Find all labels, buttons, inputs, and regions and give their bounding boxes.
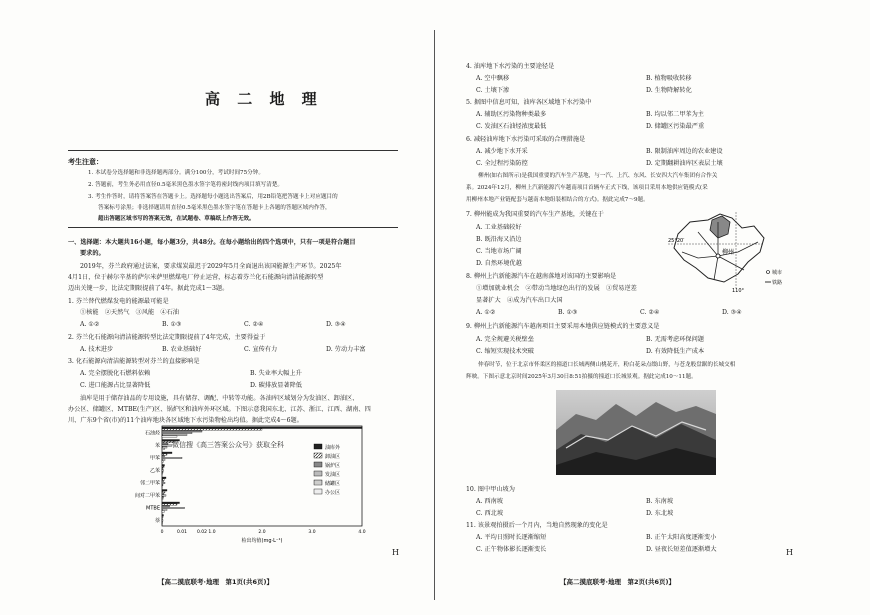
option-c[interactable]: C. 缩短实现技术突破 bbox=[476, 348, 534, 355]
passage4-line-2: 辉映。下图示意北京时间2025年3月30日8:51拍摄的撞道口长城景观。据此完成10～11题。 bbox=[466, 374, 697, 380]
question-1: 1. 芬兰替代燃煤发电的能源最可能是 bbox=[68, 298, 169, 305]
bar-7-5 bbox=[162, 523, 163, 525]
option-c[interactable]: C. 发油区石油烃浓度最低 bbox=[476, 123, 547, 130]
question-2: 2. 芬兰化石能源向清洁能源转型比法定期限提前了4年完成，主要得益于 bbox=[68, 334, 266, 341]
bar-0-0 bbox=[162, 427, 362, 429]
bar-2-4 bbox=[162, 459, 165, 461]
option-b[interactable]: B. ①③ bbox=[162, 321, 182, 328]
bar-5-2 bbox=[162, 493, 164, 495]
option-d[interactable]: D. ③④ bbox=[722, 309, 742, 316]
section-heading: 一、选择题：本大题共16小题，每小题3分，共48分。在每小题给出的四个选项中，只有一项是符合题目 bbox=[68, 239, 356, 246]
option-d[interactable]: D. 东北坡 bbox=[646, 510, 674, 517]
bar-2-5 bbox=[162, 461, 164, 463]
passage3-line-2: 系。2024年12月，柳州上汽新能源汽车越南项目首辆车正式下线，该项目采用本地供应链模式(采 bbox=[466, 185, 708, 191]
option-b[interactable]: B. 均以邻二甲苯为主 bbox=[646, 111, 704, 118]
bar-6-5 bbox=[162, 511, 165, 513]
question-3-options-row2 bbox=[80, 381, 420, 390]
option-d[interactable]: D. 自然环境优越 bbox=[476, 260, 522, 267]
notice-line-1: 1. 本试卷分选择题和非选择题两部分。满分100分，考试时间75分钟。 bbox=[88, 170, 264, 176]
passage1-line-3: 迈出关键一步，比法定期限提前了4年。据此完成1～3题。 bbox=[68, 285, 229, 292]
bar-2-1 bbox=[162, 454, 167, 456]
bar-6-1 bbox=[162, 504, 177, 506]
option-b[interactable]: B. 植物吸收转移 bbox=[646, 75, 692, 82]
bar-7-3 bbox=[162, 520, 163, 522]
question-1-options bbox=[80, 320, 408, 329]
legend-city-label: 城市 bbox=[772, 270, 783, 276]
option-a[interactable]: A. 技术进步 bbox=[80, 346, 114, 353]
question-6: 6. 减轻油库地下水污染可采取的合理措施是 bbox=[466, 136, 586, 143]
x-tick-label: 4.0 bbox=[358, 530, 366, 535]
bar-2-3 bbox=[162, 457, 182, 459]
category-label: MTBE bbox=[146, 505, 160, 512]
bar-3-1 bbox=[162, 466, 164, 468]
option-d[interactable]: D. 储罐区污染最严重 bbox=[646, 123, 705, 130]
bar-7-2 bbox=[162, 518, 163, 520]
left-footer: 【高二摸底联考·地理 第1页(共6页)】 bbox=[158, 578, 273, 586]
photo-svg bbox=[556, 390, 716, 475]
chart-watermark: 微信搜《高三答案公众号》获取全科 bbox=[172, 441, 284, 449]
bar-6-0 bbox=[162, 502, 180, 504]
notice-line-5: 超出答题区域书写的答案无效，在试题卷、草稿纸上作答无效。 bbox=[98, 216, 255, 222]
legend-label: 油库外 bbox=[325, 445, 341, 451]
option-d[interactable]: D. ③④ bbox=[326, 321, 346, 328]
option-d[interactable]: D. 劳动力丰富 bbox=[326, 346, 366, 353]
passage4-line-1: 仲春时节，位于北京市怀柔区的撞道口长城两侧山桃花开，粉白花朵点缀山野，与苍龙般盘踞的长城交相 bbox=[478, 362, 736, 368]
option-c[interactable]: C. 进口能源占比显著降低 bbox=[80, 382, 151, 389]
question-5-options-row1 bbox=[476, 110, 816, 119]
bar-4-2 bbox=[162, 481, 164, 483]
city-label: 柳州 bbox=[722, 249, 735, 256]
category-label: 石油烃 bbox=[144, 430, 160, 437]
option-a[interactable]: A. ①② bbox=[80, 321, 100, 328]
option-b[interactable]: B. 农业基础好 bbox=[162, 346, 202, 353]
question-11-options-row2 bbox=[476, 545, 816, 554]
bar-3-2 bbox=[162, 468, 163, 470]
liuzhou-map bbox=[668, 212, 798, 292]
question-6-options-row2 bbox=[476, 159, 816, 168]
bar-4-3 bbox=[162, 482, 165, 484]
option-c[interactable]: C. ②④ bbox=[244, 321, 264, 328]
question-5-options-row2 bbox=[476, 122, 816, 131]
option-a[interactable]: A. 完全摆脱化石燃料依赖 bbox=[80, 370, 151, 377]
bar-5-0 bbox=[162, 490, 167, 492]
passage2-line-3: 川、广东9个省(市)的11个油库地块各区域地下水污染物检出均值。据此完成4～6题。 bbox=[68, 417, 303, 424]
bar-6-2 bbox=[162, 506, 170, 508]
option-a[interactable]: A. 减少地下水开采 bbox=[476, 148, 528, 155]
category-label: 萘 bbox=[154, 517, 160, 524]
question-9: 9. 柳州上汽新能源汽车越南项目主要采用本地供应链模式的主要意义是 bbox=[466, 323, 660, 330]
bar-7-1 bbox=[162, 516, 163, 518]
option-a[interactable]: A. 西南坡 bbox=[476, 498, 503, 505]
pollutant-bar-chart bbox=[120, 420, 410, 550]
bar-5-5 bbox=[162, 498, 163, 500]
passage3-line-1: 柳州(如右图所示)是我国重要的汽车生产基地，与一汽、上汽、东风、长安四大汽车集团有合作关 bbox=[478, 173, 718, 179]
page-divider bbox=[434, 30, 435, 600]
railway-line-3 bbox=[698, 232, 744, 270]
bar-5-4 bbox=[162, 497, 164, 499]
latitude-label: 25°20′ bbox=[668, 238, 685, 244]
question-4-options-row2 bbox=[476, 86, 816, 95]
bar-2-0 bbox=[162, 452, 172, 454]
right-footer: 【高二摸底联考·地理 第2页(共6页)】 bbox=[560, 578, 675, 586]
bar-5-3 bbox=[162, 495, 166, 497]
option-b[interactable]: B. 东南坡 bbox=[646, 498, 674, 505]
question-8: 8. 柳州上汽新能源汽车在越南落地对该国的主要影响是 bbox=[466, 273, 617, 280]
option-a[interactable]: A. 平均日照时长逐渐缩短 bbox=[476, 534, 547, 541]
legend-label: 锅炉区 bbox=[325, 463, 341, 469]
bar-3-0 bbox=[162, 465, 165, 467]
passage1-line-2: 4月1日，位于赫尔辛基的萨尔米萨里燃煤电厂停止运营，标志着芬兰化石能源向清洁能源转型 bbox=[68, 274, 324, 281]
option-b[interactable]: B. 失业率大幅上升 bbox=[250, 370, 302, 377]
bar-1-2 bbox=[162, 443, 168, 445]
section-heading-cont: 要求的。 bbox=[80, 250, 105, 257]
legend-label: 发油区 bbox=[325, 472, 341, 478]
left-footer-mark: H bbox=[392, 548, 399, 557]
bar-1-5 bbox=[162, 448, 165, 450]
x-tick-label: 2.0 bbox=[258, 530, 266, 535]
bar-4-0 bbox=[162, 477, 166, 479]
legend-swatch bbox=[314, 489, 322, 494]
legend-rail-label: 铁路 bbox=[772, 280, 783, 286]
right-footer-mark: H bbox=[786, 548, 793, 557]
question-4: 4. 油库地下水污染的主要途径是 bbox=[466, 63, 555, 70]
notice-line-3: 3. 考生作答时，请将答案答在答题卡上。选择题每小题选出答案后，用2B铅笔把答题卡上对应题目的 bbox=[88, 194, 338, 200]
option-a[interactable]: A. 工业基础较好 bbox=[476, 224, 522, 231]
question-10: 10. 图中甲山坡为 bbox=[466, 486, 515, 493]
question-3: 3. 化石能源向清洁能源转型对芬兰的直接影响是 bbox=[68, 358, 200, 365]
question-3-options-row1 bbox=[80, 369, 420, 378]
bar-4-4 bbox=[162, 484, 163, 486]
option-c[interactable]: C. 土壤下渗 bbox=[476, 87, 510, 94]
title-rule bbox=[68, 150, 398, 151]
option-d[interactable]: D. 生物降解转化 bbox=[646, 87, 692, 94]
legend-label: 储罐区 bbox=[325, 481, 341, 487]
bar-6-3 bbox=[162, 507, 185, 509]
x-tick-label: 0.02 bbox=[196, 530, 208, 535]
bar-4-5 bbox=[162, 486, 163, 488]
option-c[interactable]: C. ②④ bbox=[640, 309, 660, 316]
legend-swatch bbox=[314, 462, 322, 467]
option-d[interactable]: D. 碳排放显著降低 bbox=[250, 382, 302, 389]
city-marker bbox=[716, 254, 720, 258]
question-9-options-row2 bbox=[476, 347, 816, 356]
bar-1-3 bbox=[162, 445, 172, 447]
option-c[interactable]: C. 宣传有力 bbox=[244, 346, 278, 353]
option-c[interactable]: C. 全过程污染防控 bbox=[476, 160, 528, 167]
notice-rule bbox=[68, 227, 398, 228]
great-wall-photo bbox=[556, 390, 716, 475]
bar-4-1 bbox=[162, 479, 165, 481]
bar-7-4 bbox=[162, 522, 163, 524]
legend-swatch bbox=[314, 453, 322, 458]
option-a[interactable]: A. ①② bbox=[476, 309, 496, 316]
page-title: 高 二 地 理 bbox=[205, 90, 323, 108]
legend-swatch bbox=[314, 480, 322, 485]
legend-label: 办公区 bbox=[325, 490, 341, 496]
option-a[interactable]: A. 空中飘移 bbox=[476, 75, 510, 82]
bar-5-1 bbox=[162, 491, 165, 493]
option-c[interactable]: C. 正午物体影长逐渐变长 bbox=[476, 546, 547, 553]
legend-label: 卸油区 bbox=[325, 454, 341, 460]
option-b[interactable]: B. 限制油库周边的农业建设 bbox=[646, 148, 723, 155]
bar-0-5 bbox=[162, 436, 177, 438]
notice-line-4: 答案标号涂黑；非选择题请用直径0.5毫米黑色墨水签字笔在答题卡上各题的答题区域内作答， bbox=[98, 205, 331, 211]
legend-swatch bbox=[314, 444, 322, 449]
question-4-options-row1 bbox=[476, 74, 816, 83]
category-label: 乙苯 bbox=[149, 467, 160, 474]
question-8-options bbox=[476, 308, 804, 317]
bar-0-1 bbox=[162, 429, 262, 431]
bar-7-0 bbox=[162, 515, 164, 517]
chart-svg bbox=[120, 420, 410, 550]
x-tick-label: 1.0 bbox=[208, 530, 216, 535]
notice-line-2: 2. 答题前，考生务必用直径0.5毫米黑色墨水签字笔将密封线内项目填写清楚。 bbox=[88, 182, 284, 188]
option-c[interactable]: C. 当地市场广阔 bbox=[476, 248, 522, 255]
question-1-items: ①核能 ②天然气 ③风能 ④石油 bbox=[80, 309, 179, 316]
option-d[interactable]: D. 昼夜长短差值逐渐增大 bbox=[646, 546, 717, 553]
question-8-items-cont: 显著扩大 ④成为汽车出口大国 bbox=[476, 297, 563, 304]
question-10-options-row2 bbox=[476, 509, 816, 518]
bar-0-3 bbox=[162, 432, 192, 434]
question-5: 5. 据图中信息可知，油库各区域地下水污染中 bbox=[466, 99, 592, 106]
liuzhou-region bbox=[710, 216, 730, 238]
category-label: 间对二甲苯 bbox=[134, 492, 160, 499]
option-b[interactable]: B. 既沿海又沿边 bbox=[476, 236, 522, 243]
bar-0-4 bbox=[162, 434, 187, 436]
passage2-line-2: 办公区、储罐区、MTBE(生产)区、锅炉区和油库外环区域。下图示意我国东北、江苏、浙江、江西、湖南、四 bbox=[68, 406, 371, 413]
option-a[interactable]: A. 完全规避关税壁垒 bbox=[476, 336, 534, 343]
option-b[interactable]: B. ①③ bbox=[558, 309, 578, 316]
bar-3-3 bbox=[162, 470, 164, 472]
option-d[interactable]: D. 有效降低生产成本 bbox=[646, 348, 705, 355]
category-label: 甲苯 bbox=[149, 455, 160, 462]
option-d[interactable]: D. 定期翻耕油库区表层土壤 bbox=[646, 160, 723, 167]
bar-6-4 bbox=[162, 509, 167, 511]
bar-3-4 bbox=[162, 472, 163, 474]
map-svg bbox=[668, 212, 798, 292]
legend-city-icon bbox=[767, 271, 770, 274]
category-label: 苯 bbox=[154, 442, 160, 449]
question-10-options-row1 bbox=[476, 497, 816, 506]
right-page bbox=[438, 0, 870, 615]
notice-title: 考生注意： bbox=[68, 157, 103, 166]
left-page bbox=[0, 0, 433, 615]
option-a[interactable]: A. 辅助区污染物种类最多 bbox=[476, 111, 547, 118]
option-b[interactable]: B. 正午太阳高度逐渐变小 bbox=[646, 534, 717, 541]
category-label: 邻二甲苯 bbox=[139, 480, 160, 487]
x-tick-label: 3.0 bbox=[308, 530, 316, 535]
legend-swatch bbox=[314, 471, 322, 476]
passage3-line-3: 用柳州本地产业链配套与越南本地组装相结合的方式)。据此完成7～9题。 bbox=[466, 197, 649, 203]
bar-3-5 bbox=[162, 473, 163, 475]
question-11: 11. 该景观拍摄后一个月内，当地自然现象的变化是 bbox=[466, 522, 608, 529]
question-7: 7. 柳州能成为我国重要的汽车生产基地，关键在于 bbox=[466, 211, 604, 218]
question-9-options-row1 bbox=[476, 335, 816, 344]
bar-1-4 bbox=[162, 447, 167, 449]
question-8-items: ①增加就业机会 ②带动当地绿色出行的发展 ③贸易逆差 bbox=[476, 285, 637, 292]
passage1-line-1: 2019年，芬兰政府通过法案，要求煤炭最迟于2029年5月全面退出该国能源生产环节。2025年 bbox=[80, 263, 342, 270]
x-tick-label: 0 bbox=[160, 530, 164, 535]
bar-0-2 bbox=[162, 431, 202, 433]
option-c[interactable]: C. 西北坡 bbox=[476, 510, 504, 517]
passage2-line-1: 油库是用于储存油品的专用设施，具有储存、调配、中转等功能。各油库区域划分为发油区、卸油区、 bbox=[80, 395, 359, 402]
bar-2-2 bbox=[162, 456, 165, 458]
longitude-label: 110° bbox=[732, 288, 745, 292]
x-axis-label: 检出均值(mg·L⁻¹) bbox=[241, 538, 283, 544]
option-b[interactable]: B. 无需考虑环保问题 bbox=[646, 336, 704, 343]
x-tick-label: 0.01 bbox=[176, 530, 188, 535]
question-6-options-row1 bbox=[476, 147, 816, 156]
question-2-options bbox=[80, 345, 408, 354]
question-11-options-row1 bbox=[476, 533, 816, 542]
